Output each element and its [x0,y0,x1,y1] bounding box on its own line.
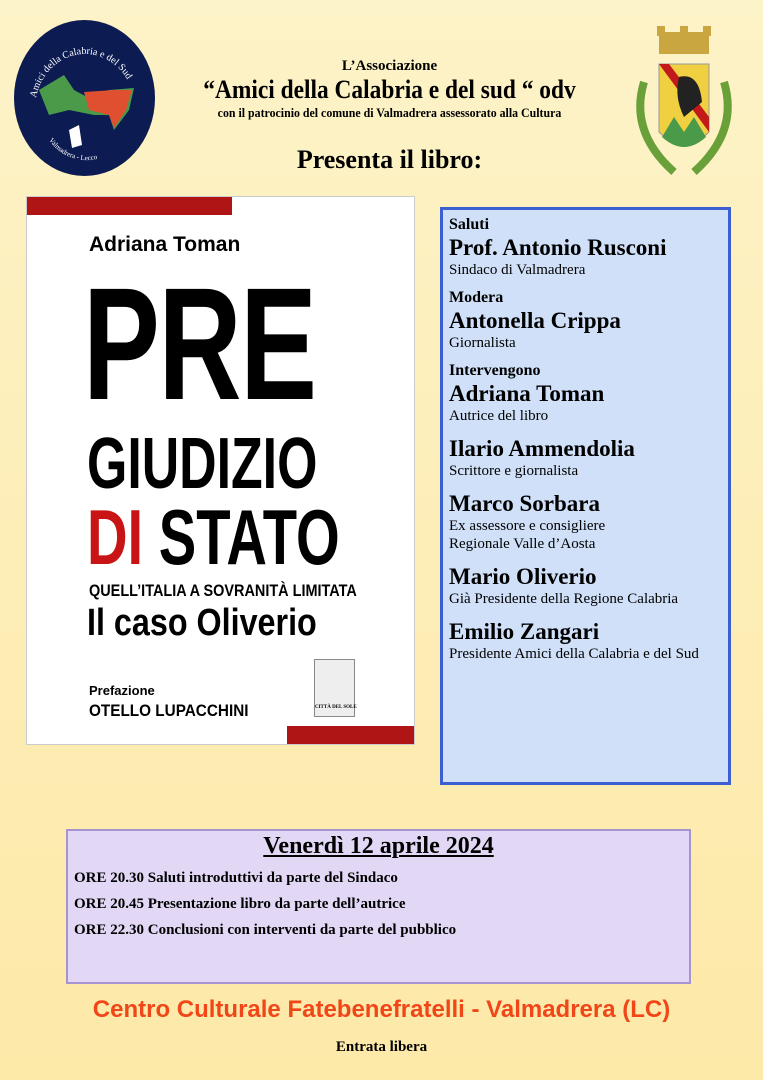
book-title-line2: GIUDIZIO [87,424,318,504]
event-date: Venerdì 12 aprile 2024 [263,833,494,859]
speaker-entry [449,435,722,480]
schedule-line: ORE 22.30 Conclusioni con interventi da parte del pubblico [74,922,457,938]
speaker-description: Regionale Valle d’Aosta [449,536,596,552]
cover-red-bar-bottom [287,726,414,744]
speaker-description: Presidente Amici della Calabria e del Sud [449,646,699,662]
book-title-di: DI [87,493,144,581]
book-subtitle: QUELL’ITALIA A SOVRANITÀ LIMITATA [89,581,357,600]
speakers-panel [440,207,731,785]
speaker-description: Già Presidente della Regione Calabria [449,591,679,607]
preface-author: OTELLO LUPACCHINI [89,701,249,720]
speaker-role: Intervengono [449,362,541,379]
speaker-name: Antonella Crippa [449,308,621,333]
speaker-name: Marco Sorbara [449,491,600,516]
speaker-entry [449,618,722,663]
svg-text:Amici della Calabria e del Sud: Amici della Calabria e del Sud [28,45,135,99]
book-subtitle2: Il caso Oliverio [87,602,317,644]
book-title-line3 [87,493,340,581]
book-title-stato: STATO [158,493,340,581]
venue: Centro Culturale Fatebenefratelli - Valmadrera (LC) [92,996,671,1023]
association-name: “Amici della Calabria e del sud “ odv [203,75,576,104]
municipal-crest [624,22,744,197]
cover-red-bar-top [27,197,232,215]
schedule-line: ORE 20.30 Saluti introduttivi da parte del Sindaco [74,870,398,886]
publisher-logo: CITTÀ DEL SOLE [314,659,355,717]
patronage-text: con il patrocinio del comune di Valmadrera assessorato alla Cultura [217,106,562,120]
speaker-description: Sindaco di Valmadrera [449,262,586,278]
speaker-entry [449,216,722,279]
speaker-entry [449,563,722,608]
association-label: L’Associazione [341,58,438,74]
speaker-name: Mario Oliverio [449,564,597,589]
speaker-name: Emilio Zangari [449,619,600,644]
speaker-description: Autrice del libro [449,408,549,424]
entry-note: Entrata libera [335,1039,428,1055]
speaker-role: Modera [449,289,504,306]
speaker-description: Giornalista [449,335,516,351]
speaker-entry [449,289,722,352]
speaker-role: Saluti [449,216,490,233]
speaker-entry [449,490,722,553]
speaker-name: Ilario Ammendolia [449,436,635,461]
speaker-description: Ex assessore e consigliere [449,518,606,534]
book-cover [26,196,415,745]
schedule-box [66,829,691,984]
schedule-line: ORE 20.45 Presentazione libro da parte dell’autrice [74,896,406,912]
speaker-entry [449,362,722,425]
speaker-name: Adriana Toman [449,381,605,406]
book-author: Adriana Toman [89,233,241,256]
book-title-line1: PRE [83,254,316,433]
speaker-description: Scrittore e giornalista [449,463,579,479]
presents-heading: Presenta il libro: [296,145,483,174]
svg-text:Valmadrera - Lecco: Valmadrera - Lecco [47,136,98,163]
speaker-name: Prof. Antonio Rusconi [449,235,667,260]
preface-label: Prefazione [89,683,155,698]
